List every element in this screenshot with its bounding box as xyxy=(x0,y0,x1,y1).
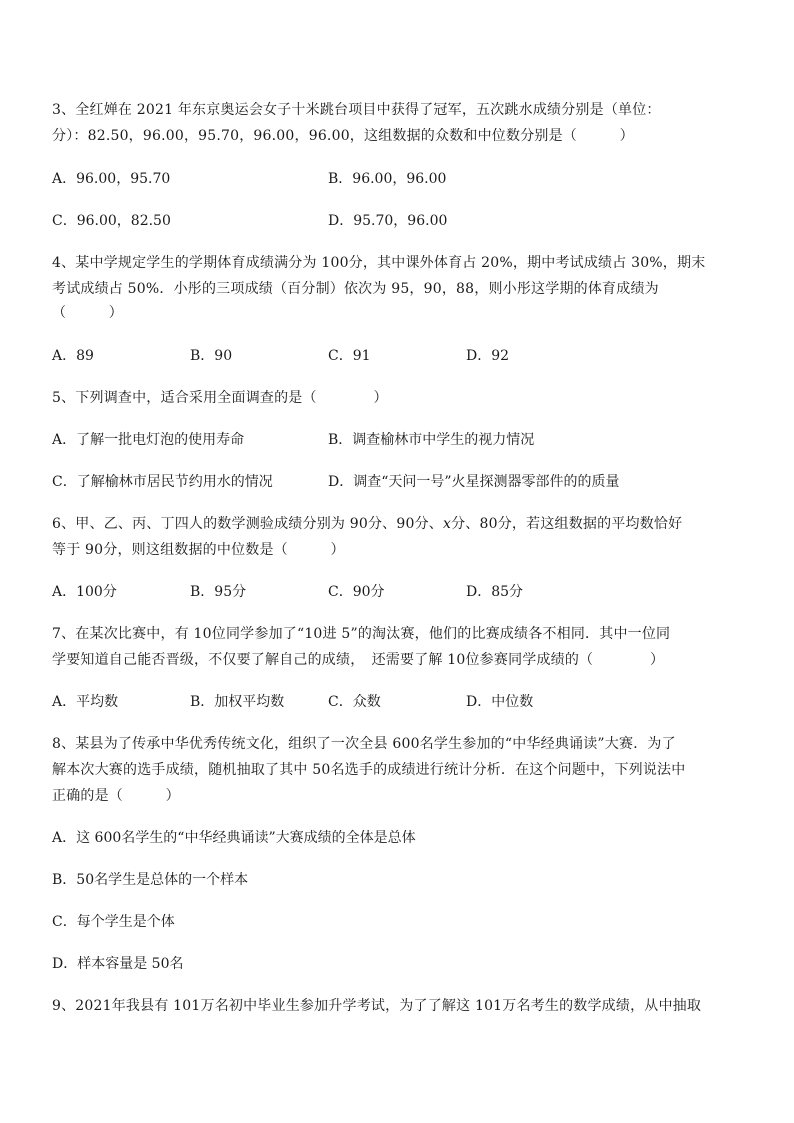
q6-option-a: A．100分 xyxy=(52,584,117,600)
q6-line-1-part-b: 分、80分，若这组数据的平均数恰好 xyxy=(451,516,683,532)
q9-line-1: 9、2021年我县有 101万名初中毕业生参加升学考试，为了了解这 101万名考生的数学成绩，从中抽取 xyxy=(52,998,702,1014)
q5-option-a: A．了解一批电灯泡的使用寿命 xyxy=(52,432,245,448)
q4-option-b: B．90 xyxy=(190,348,233,364)
q6-line-1-part-a: 6、甲、乙、丙、丁四人的数学测验成绩分别为 90分、90分、 xyxy=(52,516,443,532)
q5-option-d: D．调查“天问一号”火星探测器零部件的的质量 xyxy=(328,474,620,490)
q7-option-a: A．平均数 xyxy=(52,694,119,710)
q4-line-2: 考试成绩占 50%．小彤的三项成绩（百分制）依次为 95，90，88，则小彤这学期的体育成绩为 xyxy=(52,281,659,297)
q8-line-2: 解本次大赛的选手成绩，随机抽取了其中 50名选手的成绩进行统计分析．在这个问题中，下列说法中 xyxy=(52,762,686,778)
q6-line-1 xyxy=(52,514,682,534)
q6-option-d: D．85分 xyxy=(466,584,524,600)
q3-line-1: 3、全红婵在 2021 年东京奥运会女子十米跳台项目中获得了冠军，五次跳水成绩分别是（单位： xyxy=(52,102,661,118)
q3-option-c: C．96.00，82.50 xyxy=(52,213,171,229)
q4-option-d: D．92 xyxy=(466,348,510,364)
q4-line-1: 4、某中学规定学生的学期体育成绩满分为 100分，其中课外体育占 20%，期中考试成绩占 30%，期末 xyxy=(52,255,706,271)
q7-option-c: C．众数 xyxy=(328,694,381,710)
q6-line-2: 等于 90分，则这组数据的中位数是（ ） xyxy=(52,542,345,558)
q5-option-c: C．了解榆林市居民节约用水的情况 xyxy=(52,474,273,490)
q6-option-b: B．95分 xyxy=(190,584,247,600)
q7-line-1: 7、在某次比赛中，有 10位同学参加了“10进 5”的淘汰赛，他们的比赛成绩各不相同．其中一位同 xyxy=(52,626,671,642)
q7-option-b: B．加权平均数 xyxy=(190,694,285,710)
q5-option-b: B．调查榆林市中学生的视力情况 xyxy=(328,432,535,448)
q6-variable-x: x xyxy=(443,516,452,532)
q3-option-a: A．96.00，95.70 xyxy=(52,171,171,187)
q7-line-2: 学要知道自己能否晋级，不仅要了解自己的成绩， 还需要了解 10位参赛同学成绩的（ ） xyxy=(52,652,665,668)
q3-option-d: D．95.70，96.00 xyxy=(328,213,448,229)
q8-option-d: D．样本容量是 50名 xyxy=(52,956,184,972)
q3-option-b: B．96.00，96.00 xyxy=(328,171,447,187)
q4-option-c: C．91 xyxy=(328,348,371,364)
q8-line-1: 8、某县为了传承中华优秀传统文化，组织了一次全县 600名学生参加的“中华经典诵读”大赛．为了 xyxy=(52,736,676,752)
q3-line-2: 分）：82.50，96.00，95.70，96.00，96.00，这组数据的众数和中位数分别是（ ） xyxy=(52,128,634,144)
q4-option-a: A．89 xyxy=(52,348,94,364)
q8-line-3: 正确的是（ ） xyxy=(52,788,180,804)
q6-option-c: C．90分 xyxy=(328,584,385,600)
q8-option-a: A．这 600名学生的“中华经典诵读”大赛成绩的全体是总体 xyxy=(52,830,416,846)
q8-option-c: C．每个学生是个体 xyxy=(52,914,175,930)
q4-line-3: （ ） xyxy=(52,305,123,321)
q8-option-b: B．50名学生是总体的一个样本 xyxy=(52,872,249,888)
q7-option-d: D．中位数 xyxy=(466,694,534,710)
q5-line-1: 5、下列调查中，适合采用全面调查的是（ ） xyxy=(52,390,388,406)
